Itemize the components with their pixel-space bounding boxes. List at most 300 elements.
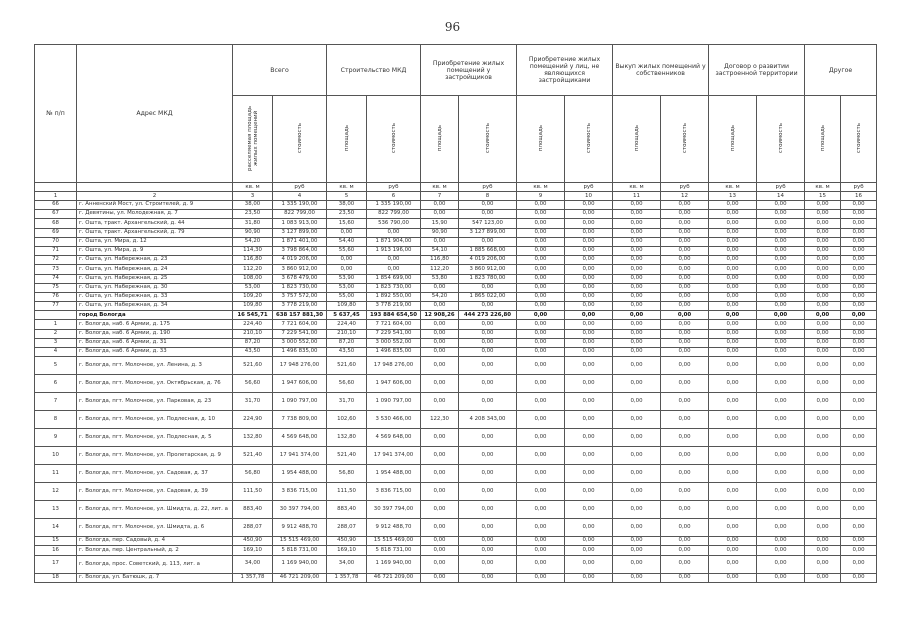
table-row — [35, 201, 877, 210]
subcol-label: стоимость — [296, 122, 303, 154]
row-value: 3 778 219,00 — [367, 302, 421, 311]
row-value: 0,00 — [709, 501, 757, 519]
row-number — [35, 311, 77, 320]
row-value: 0,00 — [421, 393, 459, 411]
row-value: 0,00 — [459, 465, 517, 483]
row-value: 0,00 — [421, 237, 459, 246]
row-number: 2 — [35, 329, 77, 338]
row-value: 0,00 — [517, 447, 565, 465]
row-value: 0,00 — [805, 555, 841, 573]
row-value: 0,00 — [757, 537, 805, 546]
row-value: 0,00 — [841, 375, 877, 393]
row-value: 0,00 — [805, 375, 841, 393]
subcol-header — [805, 96, 841, 183]
row-value: 0,00 — [459, 393, 517, 411]
row-value: 0,00 — [841, 338, 877, 347]
row-value: 0,00 — [517, 348, 565, 357]
row-value: 169,10 — [327, 546, 367, 555]
row-value: 0,00 — [709, 201, 757, 210]
row-value: 0,00 — [565, 537, 613, 546]
row-address: г. Ошта, ул. Набережная, д. 25 — [77, 274, 233, 283]
row-value: 0,00 — [613, 546, 661, 555]
row-value: 0,00 — [613, 246, 661, 255]
row-value: 0,00 — [805, 348, 841, 357]
row-value: 0,00 — [661, 555, 709, 573]
row-value: 0,00 — [841, 329, 877, 338]
table-row — [35, 483, 877, 501]
row-address: г. Вологда, пер. Центральный, д. 2 — [77, 546, 233, 555]
subcol-header — [517, 96, 565, 183]
row-value: 0,00 — [805, 320, 841, 329]
row-value: 0,00 — [709, 283, 757, 292]
row-value: 87,20 — [327, 338, 367, 347]
row-value: 0,00 — [613, 311, 661, 320]
subcol-header — [613, 96, 661, 183]
subcol-header — [273, 96, 327, 183]
unit-cell: кв. м — [709, 183, 757, 192]
row-value: 0,00 — [757, 338, 805, 347]
row-value: 0,00 — [421, 320, 459, 329]
col-number-cell: 3 — [233, 192, 273, 201]
row-value: 0,00 — [841, 348, 877, 357]
row-value: 0,00 — [421, 283, 459, 292]
row-value: 0,00 — [565, 483, 613, 501]
row-value: 0,00 — [613, 429, 661, 447]
row-value: 114,30 — [233, 246, 273, 255]
row-value: 521,40 — [233, 447, 273, 465]
row-value: 0,00 — [757, 429, 805, 447]
row-address: г. Вологда, пгт. Молочное, ул. Ленина, д. 3 — [77, 357, 233, 375]
row-value: 0,00 — [709, 546, 757, 555]
unit-cell: руб — [565, 183, 613, 192]
row-value: 0,00 — [841, 246, 877, 255]
row-value: 536 790,00 — [367, 219, 421, 228]
header-group: Приобретение жилых помещений у лиц, не являющихся застройщиками — [517, 45, 613, 96]
row-value: 0,00 — [661, 483, 709, 501]
row-value: 5 637,45 — [327, 311, 367, 320]
row-value: 0,00 — [565, 210, 613, 219]
row-address: г. Ошта, тракт. Архангельский, д. 79 — [77, 228, 233, 237]
row-value: 0,00 — [565, 329, 613, 338]
row-value: 0,00 — [421, 501, 459, 519]
page-number: 96 — [444, 20, 461, 34]
row-value: 638 157 881,30 — [273, 311, 327, 320]
row-value: 0,00 — [517, 357, 565, 375]
row-value: 1 496 835,00 — [273, 348, 327, 357]
row-value: 0,00 — [459, 302, 517, 311]
row-number: 14 — [35, 519, 77, 537]
row-value: 1 169 940,00 — [273, 555, 327, 573]
row-value: 0,00 — [757, 519, 805, 537]
row-value: 0,00 — [517, 546, 565, 555]
unit-cell — [35, 183, 77, 192]
row-value: 521,60 — [327, 357, 367, 375]
row-value: 0,00 — [421, 483, 459, 501]
table-row — [35, 265, 877, 274]
col-number-cell: 7 — [421, 192, 459, 201]
row-value: 0,00 — [805, 228, 841, 237]
row-value: 0,00 — [565, 546, 613, 555]
col-number-cell: 16 — [841, 192, 877, 201]
unit-cell: руб — [273, 183, 327, 192]
col-number-cell: 14 — [757, 192, 805, 201]
row-value: 0,00 — [459, 237, 517, 246]
row-value: 0,00 — [757, 274, 805, 283]
row-address: г. Вологда, пгт. Молочное, ул. Пролетарская, д. 9 — [77, 447, 233, 465]
row-value: 0,00 — [805, 274, 841, 283]
row-value: 0,00 — [841, 393, 877, 411]
row-value: 0,00 — [565, 338, 613, 347]
row-value: 0,00 — [757, 329, 805, 338]
row-value: 0,00 — [841, 537, 877, 546]
row-value: 0,00 — [459, 283, 517, 292]
row-value: 0,00 — [661, 357, 709, 375]
row-value: 0,00 — [517, 265, 565, 274]
row-value: 0,00 — [805, 537, 841, 546]
row-value: 0,00 — [709, 519, 757, 537]
row-value: 17 941 374,00 — [367, 447, 421, 465]
row-value: 0,00 — [757, 228, 805, 237]
row-value: 0,00 — [613, 274, 661, 283]
row-number: 18 — [35, 573, 77, 582]
row-value: 0,00 — [661, 311, 709, 320]
row-value: 0,00 — [613, 320, 661, 329]
row-value: 0,00 — [565, 555, 613, 573]
row-value: 0,00 — [757, 573, 805, 582]
row-value: 0,00 — [565, 573, 613, 582]
table-row — [35, 237, 877, 246]
row-value: 0,00 — [613, 302, 661, 311]
row-value: 0,00 — [709, 393, 757, 411]
row-value: 0,00 — [459, 519, 517, 537]
row-value: 0,00 — [459, 329, 517, 338]
row-value: 0,00 — [805, 465, 841, 483]
row-value: 0,00 — [367, 265, 421, 274]
row-value: 0,00 — [565, 256, 613, 265]
row-value: 53,00 — [233, 283, 273, 292]
row-value: 224,40 — [327, 320, 367, 329]
row-value: 1 090 797,00 — [273, 393, 327, 411]
row-number: 4 — [35, 348, 77, 357]
row-value: 0,00 — [709, 375, 757, 393]
row-value: 0,00 — [841, 311, 877, 320]
row-value: 0,00 — [661, 447, 709, 465]
row-value: 0,00 — [661, 537, 709, 546]
row-address: г. Вологда, пер. Садовый, д. 4 — [77, 537, 233, 546]
table-row — [35, 320, 877, 329]
row-value: 3 000 552,00 — [367, 338, 421, 347]
row-value: 0,00 — [421, 429, 459, 447]
row-value: 0,00 — [661, 501, 709, 519]
row-value: 0,00 — [661, 201, 709, 210]
row-value: 0,00 — [459, 573, 517, 582]
row-number: 72 — [35, 256, 77, 265]
row-value: 3 127 899,00 — [459, 228, 517, 237]
row-value: 0,00 — [517, 228, 565, 237]
row-value: 54,10 — [421, 246, 459, 255]
row-value: 0,00 — [841, 411, 877, 429]
row-value: 0,00 — [841, 447, 877, 465]
row-value: 112,20 — [421, 265, 459, 274]
row-value: 288,07 — [233, 519, 273, 537]
row-value: 193 884 654,50 — [367, 311, 421, 320]
row-value: 0,00 — [565, 201, 613, 210]
row-value: 0,00 — [661, 246, 709, 255]
row-value: 1 090 797,00 — [367, 393, 421, 411]
row-value: 3 000 552,00 — [273, 338, 327, 347]
row-value: 521,40 — [327, 447, 367, 465]
row-value: 17 948 276,00 — [367, 357, 421, 375]
row-value: 0,00 — [613, 465, 661, 483]
row-value: 0,00 — [613, 537, 661, 546]
header-row-col-numbers — [35, 192, 877, 201]
row-value: 0,00 — [661, 283, 709, 292]
row-value: 15,90 — [421, 219, 459, 228]
row-value: 0,00 — [367, 228, 421, 237]
subcol-label: площадь — [537, 124, 544, 152]
row-number: 77 — [35, 302, 77, 311]
row-value: 0,00 — [709, 338, 757, 347]
row-value: 38,00 — [327, 201, 367, 210]
row-value: 0,00 — [757, 393, 805, 411]
subcol-label: расселяемая площадь жилых помещений — [246, 105, 259, 171]
header-group: Всего — [233, 45, 327, 96]
row-value: 0,00 — [709, 256, 757, 265]
table-row — [35, 246, 877, 255]
row-value: 0,00 — [661, 375, 709, 393]
row-value: 0,00 — [757, 320, 805, 329]
subcol-label: стоимость — [855, 122, 862, 154]
row-value: 0,00 — [565, 320, 613, 329]
row-value: 0,00 — [661, 256, 709, 265]
row-value: 15 515 469,00 — [273, 537, 327, 546]
row-value: 0,00 — [565, 357, 613, 375]
row-value: 0,00 — [757, 302, 805, 311]
row-value: 0,00 — [327, 256, 367, 265]
row-number: 15 — [35, 537, 77, 546]
row-value: 109,80 — [233, 302, 273, 311]
row-value: 0,00 — [661, 338, 709, 347]
row-value: 883,40 — [233, 501, 273, 519]
row-value: 1 913 196,00 — [367, 246, 421, 255]
subcol-header — [841, 96, 877, 183]
row-value: 0,00 — [367, 256, 421, 265]
row-address: г. Вологда, пгт. Молочное, ул. Парковая, д. 23 — [77, 393, 233, 411]
row-number: 11 — [35, 465, 77, 483]
unit-cell: руб — [757, 183, 805, 192]
row-address: г. Ошта, ул. Набережная, д. 33 — [77, 292, 233, 301]
unit-cell: руб — [367, 183, 421, 192]
row-number: 71 — [35, 246, 77, 255]
row-value: 0,00 — [661, 348, 709, 357]
col-number-cell: 2 — [77, 192, 233, 201]
row-value: 0,00 — [613, 292, 661, 301]
row-value: 56,60 — [233, 375, 273, 393]
row-value: 0,00 — [565, 429, 613, 447]
row-value: 0,00 — [805, 256, 841, 265]
row-value: 0,00 — [565, 411, 613, 429]
row-value: 0,00 — [613, 393, 661, 411]
row-value: 9 912 488,70 — [367, 519, 421, 537]
row-value: 0,00 — [661, 237, 709, 246]
subcol-header — [327, 96, 367, 183]
header-row-units — [35, 183, 877, 192]
row-value: 0,00 — [613, 329, 661, 338]
row-value: 444 273 226,80 — [459, 311, 517, 320]
row-value: 7 738 809,00 — [273, 411, 327, 429]
row-value: 0,00 — [613, 357, 661, 375]
row-value: 0,00 — [661, 519, 709, 537]
row-value: 0,00 — [757, 265, 805, 274]
row-value: 0,00 — [565, 228, 613, 237]
row-value: 0,00 — [565, 501, 613, 519]
row-value: 288,07 — [327, 519, 367, 537]
row-value: 0,00 — [517, 555, 565, 573]
subcol-header — [565, 96, 613, 183]
row-value: 0,00 — [805, 429, 841, 447]
row-value: 0,00 — [757, 555, 805, 573]
col-number-cell: 8 — [459, 192, 517, 201]
header-group: Строительство МКД — [327, 45, 421, 96]
row-value: 0,00 — [565, 237, 613, 246]
row-value: 3 678 479,00 — [273, 274, 327, 283]
row-value: 0,00 — [517, 483, 565, 501]
row-value: 0,00 — [613, 237, 661, 246]
row-value: 0,00 — [709, 210, 757, 219]
table-row — [35, 210, 877, 219]
table-row — [35, 546, 877, 555]
subcol-label: площадь — [633, 124, 640, 152]
unit-cell: руб — [459, 183, 517, 192]
row-value: 0,00 — [565, 465, 613, 483]
subcol-header — [367, 96, 421, 183]
row-value: 0,00 — [709, 265, 757, 274]
row-value: 109,20 — [233, 292, 273, 301]
row-value: 4 208 343,00 — [459, 411, 517, 429]
col-number-cell: 6 — [367, 192, 421, 201]
row-value: 111,50 — [233, 483, 273, 501]
row-value: 1 871 904,00 — [367, 237, 421, 246]
row-value: 1 954 488,00 — [273, 465, 327, 483]
row-value: 0,00 — [565, 274, 613, 283]
row-value: 0,00 — [565, 265, 613, 274]
row-value: 0,00 — [517, 274, 565, 283]
row-value: 102,60 — [327, 411, 367, 429]
row-value: 0,00 — [327, 265, 367, 274]
row-value: 4 019 206,00 — [459, 256, 517, 265]
row-value: 0,00 — [757, 357, 805, 375]
row-value: 0,00 — [757, 447, 805, 465]
table-row — [35, 357, 877, 375]
row-value: 0,00 — [841, 546, 877, 555]
row-value: 3 860 912,00 — [273, 265, 327, 274]
row-value: 116,80 — [421, 256, 459, 265]
row-number: 13 — [35, 501, 77, 519]
row-value: 0,00 — [661, 265, 709, 274]
row-value: 0,00 — [757, 246, 805, 255]
row-value: 54,20 — [233, 237, 273, 246]
row-value: 87,20 — [233, 338, 273, 347]
row-value: 450,90 — [327, 537, 367, 546]
row-value: 0,00 — [613, 338, 661, 347]
row-value: 1 885 668,00 — [459, 246, 517, 255]
row-value: 0,00 — [517, 246, 565, 255]
row-value: 7 229 541,00 — [273, 329, 327, 338]
row-value: 0,00 — [805, 357, 841, 375]
row-value: 0,00 — [517, 573, 565, 582]
row-value: 0,00 — [613, 201, 661, 210]
row-value: 0,00 — [517, 219, 565, 228]
row-number: 76 — [35, 292, 77, 301]
row-value: 0,00 — [565, 292, 613, 301]
row-value: 0,00 — [709, 320, 757, 329]
row-value: 0,00 — [709, 483, 757, 501]
row-address: г. Вологда, пгт. Молочное, ул. Шмидта, д. 22, лит. а — [77, 501, 233, 519]
row-value: 0,00 — [517, 311, 565, 320]
row-value: 0,00 — [459, 210, 517, 219]
row-address: г. Вологда, пгт. Молочное, ул. Подлесная, д. 5 — [77, 429, 233, 447]
row-value: 1 871 401,00 — [273, 237, 327, 246]
row-value: 0,00 — [841, 256, 877, 265]
row-value: 0,00 — [709, 246, 757, 255]
row-value: 224,40 — [233, 320, 273, 329]
col-number-cell: 11 — [613, 192, 661, 201]
row-value: 1 335 190,00 — [367, 201, 421, 210]
unit-cell: руб — [841, 183, 877, 192]
row-value: 0,00 — [421, 210, 459, 219]
row-address: г. Вологда, пгт. Молочное, ул. Подлесная, д. 10 — [77, 411, 233, 429]
table-row — [35, 573, 877, 582]
row-value: 12 908,26 — [421, 311, 459, 320]
table-row — [35, 311, 877, 320]
row-value: 0,00 — [709, 537, 757, 546]
row-value: 0,00 — [517, 465, 565, 483]
row-value: 1 823 780,00 — [459, 274, 517, 283]
row-value: 108,00 — [233, 274, 273, 283]
row-value: 0,00 — [613, 375, 661, 393]
row-value: 90,90 — [233, 228, 273, 237]
table-row — [35, 519, 877, 537]
row-number: 16 — [35, 546, 77, 555]
row-value: 31,70 — [233, 393, 273, 411]
row-value: 0,00 — [613, 447, 661, 465]
row-value: 0,00 — [517, 429, 565, 447]
row-value: 0,00 — [757, 411, 805, 429]
row-value: 16 545,71 — [233, 311, 273, 320]
row-value: 0,00 — [841, 483, 877, 501]
subcol-label: площадь — [343, 124, 350, 152]
subcol-header — [459, 96, 517, 183]
row-value: 0,00 — [613, 228, 661, 237]
row-value: 0,00 — [841, 237, 877, 246]
table-row — [35, 411, 877, 429]
row-value: 0,00 — [661, 329, 709, 338]
table-row — [35, 256, 877, 265]
row-value: 0,00 — [661, 320, 709, 329]
row-value: 30 397 794,00 — [273, 501, 327, 519]
row-value: 1 892 550,00 — [367, 292, 421, 301]
row-address: г. Вологда, наб. 6 Армии, д. 33 — [77, 348, 233, 357]
row-value: 112,20 — [233, 265, 273, 274]
row-address: г. Вологда, ул. Батюшк, д. 7 — [77, 573, 233, 582]
row-address: г. Вологда, пгт. Молочное, ул. Шмидта, д. 6 — [77, 519, 233, 537]
row-value: 0,00 — [421, 573, 459, 582]
row-value: 55,60 — [327, 246, 367, 255]
row-value: 0,00 — [613, 519, 661, 537]
row-value: 3 757 572,00 — [273, 292, 327, 301]
header-group: Выкуп жилых помещений у собственников — [613, 45, 709, 96]
row-value: 1 496 835,00 — [367, 348, 421, 357]
